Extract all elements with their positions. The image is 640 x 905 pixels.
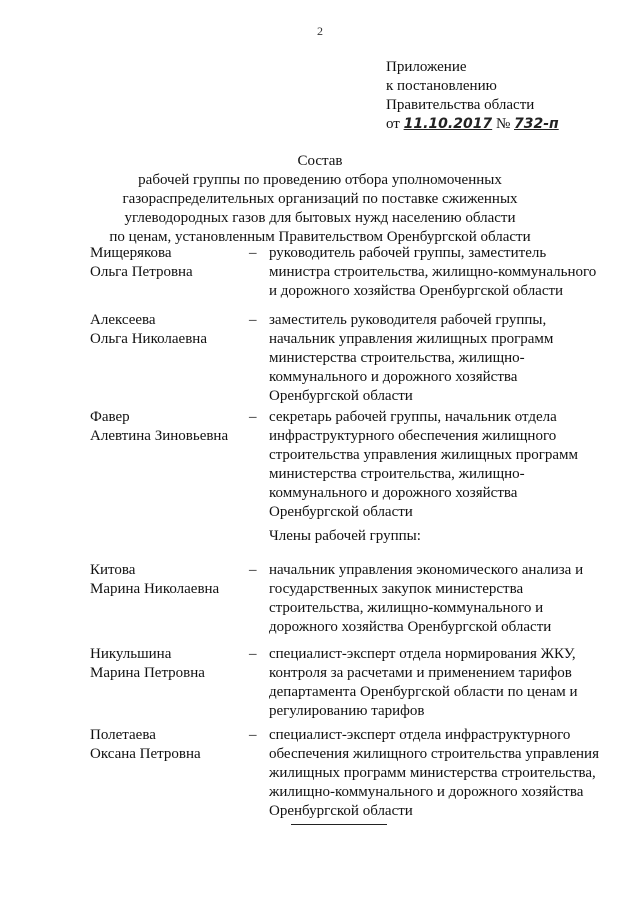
member-given-name: Ольга Николаевна bbox=[90, 331, 207, 347]
member-given-name: Алевтина Зиновьевна bbox=[90, 428, 229, 444]
title-line: газораспределительных организаций по поставке сжиженных bbox=[122, 191, 518, 207]
member-role bbox=[269, 244, 614, 301]
role-line: жилищно-коммунального и дорожного хозяйства bbox=[269, 784, 584, 800]
number-sign: № bbox=[495, 116, 511, 132]
appendix-date-line bbox=[386, 115, 559, 134]
role-line: жилищных программ министерства строительства, bbox=[269, 765, 596, 781]
dash: – bbox=[249, 562, 257, 578]
dash: – bbox=[249, 312, 257, 328]
member-name bbox=[90, 561, 250, 599]
role-line: инфраструктурного обеспечения жилищного bbox=[269, 428, 557, 444]
appendix-block bbox=[386, 58, 559, 134]
role-line: обеспечения жилищного строительства управления bbox=[269, 746, 599, 762]
title-line: углеводородных газов для бытовых нужд населению области bbox=[124, 210, 516, 226]
title-line: рабочей группы по проведению отбора уполномоченных bbox=[138, 172, 502, 188]
role-line: руководитель рабочей группы, заместитель bbox=[269, 245, 547, 261]
role-line: министра строительства, жилищно-коммунального bbox=[269, 264, 597, 280]
member-given-name: Марина Петровна bbox=[90, 665, 205, 681]
appendix-line-2: к постановлению bbox=[386, 78, 497, 94]
member-given-name: Марина Николаевна bbox=[90, 581, 220, 597]
dash: – bbox=[249, 245, 257, 261]
role-line: коммунального и дорожного хозяйства bbox=[269, 485, 518, 501]
member-role bbox=[269, 408, 614, 522]
member-surname: Китова bbox=[90, 562, 136, 578]
role-line: министерства строительства, жилищно- bbox=[269, 350, 525, 366]
role-line: секретарь рабочей группы, начальник отдела bbox=[269, 409, 557, 425]
role-line: коммунального и дорожного хозяйства bbox=[269, 369, 518, 385]
member-surname: Мищерякова bbox=[90, 245, 172, 261]
role-line: контроля за расчетами и применением тарифов bbox=[269, 665, 572, 681]
role-line: начальник управления экономического анализа и bbox=[269, 562, 584, 578]
member-name bbox=[90, 408, 250, 446]
title-heading: Состав bbox=[297, 153, 343, 169]
member-name bbox=[90, 244, 250, 282]
appendix-line-1: Приложение bbox=[386, 59, 467, 75]
role-line: Оренбургской области bbox=[269, 504, 413, 520]
role-line: департамента Оренбургской области по ценам и bbox=[269, 684, 578, 700]
page-number: 2 bbox=[317, 24, 323, 38]
member-surname: Полетаева bbox=[90, 727, 156, 743]
role-line: Оренбургской области bbox=[269, 388, 413, 404]
dash: – bbox=[249, 646, 257, 662]
role-line: начальник управления жилищных программ bbox=[269, 331, 554, 347]
member-given-name: Оксана Петровна bbox=[90, 746, 201, 762]
dash: – bbox=[249, 727, 257, 743]
role-line: и дорожного хозяйства Оренбургской области bbox=[269, 283, 564, 299]
member-name bbox=[90, 645, 250, 683]
member-surname: Никульшина bbox=[90, 646, 172, 662]
document-title bbox=[0, 152, 640, 247]
member-role bbox=[269, 561, 614, 637]
member-role bbox=[269, 726, 614, 821]
dash: – bbox=[249, 409, 257, 425]
member-surname: Алексеева bbox=[90, 312, 156, 328]
member-role bbox=[269, 311, 614, 406]
appendix-line-3: Правительства области bbox=[386, 97, 535, 113]
member-name bbox=[90, 726, 250, 764]
title-line: по ценам, установленным Правительством Оренбургской области bbox=[109, 229, 531, 245]
handwritten-number: 732-п bbox=[514, 116, 559, 132]
handwritten-date: 11.10.2017 bbox=[403, 116, 493, 132]
role-line: строительства управления жилищных программ bbox=[269, 447, 579, 463]
role-line: министерства строительства, жилищно- bbox=[269, 466, 525, 482]
role-line: специалист-эксперт отдела инфраструктурного bbox=[269, 727, 571, 743]
member-surname: Фавер bbox=[90, 409, 130, 425]
date-prefix: от bbox=[386, 116, 400, 132]
role-line: заместитель руководителя рабочей группы, bbox=[269, 312, 547, 328]
role-line: государственных закупок министерства bbox=[269, 581, 524, 597]
role-line: специалист-эксперт отдела нормирования ЖКУ, bbox=[269, 646, 576, 662]
role-line: Оренбургской области bbox=[269, 803, 413, 819]
member-role bbox=[269, 645, 614, 721]
role-line: регулированию тарифов bbox=[269, 703, 425, 719]
member-name bbox=[90, 311, 250, 349]
role-line: дорожного хозяйства Оренбургской области bbox=[269, 619, 552, 635]
members-subheading: Члены рабочей группы: bbox=[269, 528, 421, 544]
role-line: строительства, жилищно-коммунального и bbox=[269, 600, 544, 616]
end-rule bbox=[291, 824, 387, 825]
member-given-name: Ольга Петровна bbox=[90, 264, 193, 280]
